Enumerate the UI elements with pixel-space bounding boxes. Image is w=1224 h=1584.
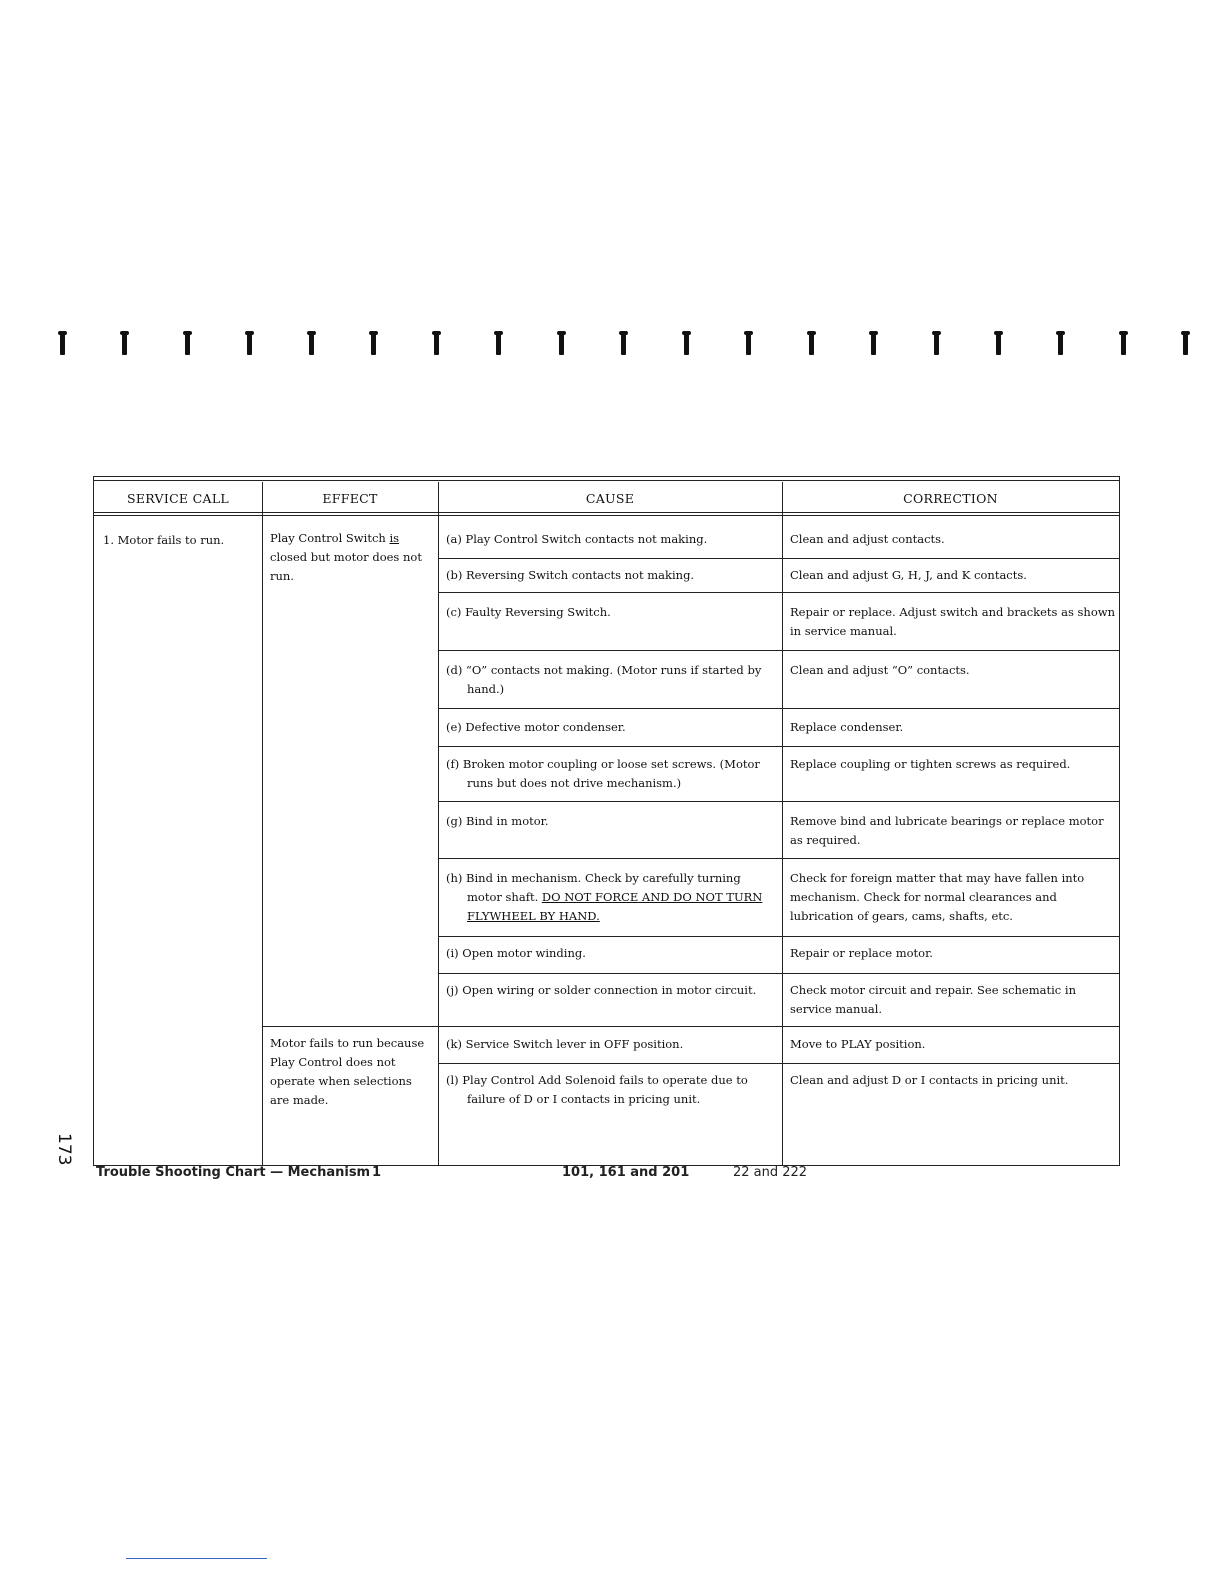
page-footer	[96, 1165, 856, 1185]
correction-e: Replace condenser.	[790, 720, 904, 734]
cause-c: (c) Faulty Reversing Switch.	[446, 605, 611, 619]
cause-b: (b) Reversing Switch contacts not making.	[446, 568, 695, 582]
correction-g: Remove bind and lubricate bearings or replace motor as required.	[790, 814, 1104, 847]
correction-h: Check for foreign matter that may have fallen into mechanism. Check for normal clearances and lubrication of gears, cams, shafts, etc.	[790, 871, 1085, 923]
header-effect: EFFECT	[322, 491, 378, 506]
effect-1: Play Control Switch is closed but motor does not run.	[270, 531, 422, 583]
cause-k: (k) Service Switch lever in OFF position.	[446, 1037, 684, 1051]
divider	[126, 1558, 267, 1559]
cause-f: (f) Broken motor coupling or loose set screws. (Motor runs but does not drive mechanism.)	[446, 757, 760, 790]
correction-k: Move to PLAY position.	[790, 1037, 926, 1051]
cause-g: (g) Bind in motor.	[446, 814, 549, 828]
service-call-text: 1. Motor fails to run.	[103, 533, 225, 547]
header-cause: CAUSE	[585, 491, 635, 506]
footer-title: Trouble Shooting Chart — Mechanism	[96, 1165, 371, 1180]
correction-i: Repair or replace motor.	[790, 946, 933, 960]
cause-d: (d) “O” contacts not making. (Motor runs if started by hand.)	[446, 663, 762, 696]
correction-d: Clean and adjust “O” contacts.	[790, 663, 970, 677]
correction-l: Clean and adjust D or I contacts in pricing unit.	[790, 1073, 1069, 1087]
cause-a: (a) Play Control Switch contacts not making.	[446, 532, 708, 546]
page-number: 173	[54, 1133, 74, 1166]
correction-a: Clean and adjust contacts.	[790, 532, 945, 546]
correction-f: Replace coupling or tighten screws as required.	[790, 757, 1071, 771]
footer-models-2: 22 and 222	[733, 1165, 808, 1180]
header-correction: CORRECTION	[903, 491, 998, 506]
cause-l: (l) Play Control Add Solenoid fails to operate due to failure of D or I contacts in pricing unit.	[446, 1073, 748, 1106]
punch-holes	[52, 333, 1202, 363]
cause-i: (i) Open motor winding.	[446, 946, 586, 960]
footer-sheet: 1	[372, 1165, 382, 1180]
cause-e: (e) Defective motor condenser.	[446, 720, 626, 734]
effect-2: Motor fails to run because Play Control does not operate when selections are made.	[270, 1036, 425, 1107]
trouble-shooting-table	[93, 476, 1120, 1166]
correction-b: Clean and adjust G, H, J, and K contacts.	[790, 568, 1027, 582]
correction-c: Repair or replace. Adjust switch and brackets as shown in service manual.	[790, 605, 1115, 638]
header-service-call: SERVICE CALL	[126, 491, 230, 506]
correction-j: Check motor circuit and repair. See schematic in service manual.	[790, 983, 1076, 1016]
footer-models: 101, 161 and 201	[562, 1165, 690, 1180]
cause-h: (h) Bind in mechanism. Check by carefully turning motor shaft. DO NOT FORCE AND DO NOT TURN FLYWHEEL BY HAND.	[446, 871, 763, 923]
cause-j: (j) Open wiring or solder connection in motor circuit.	[446, 983, 757, 997]
